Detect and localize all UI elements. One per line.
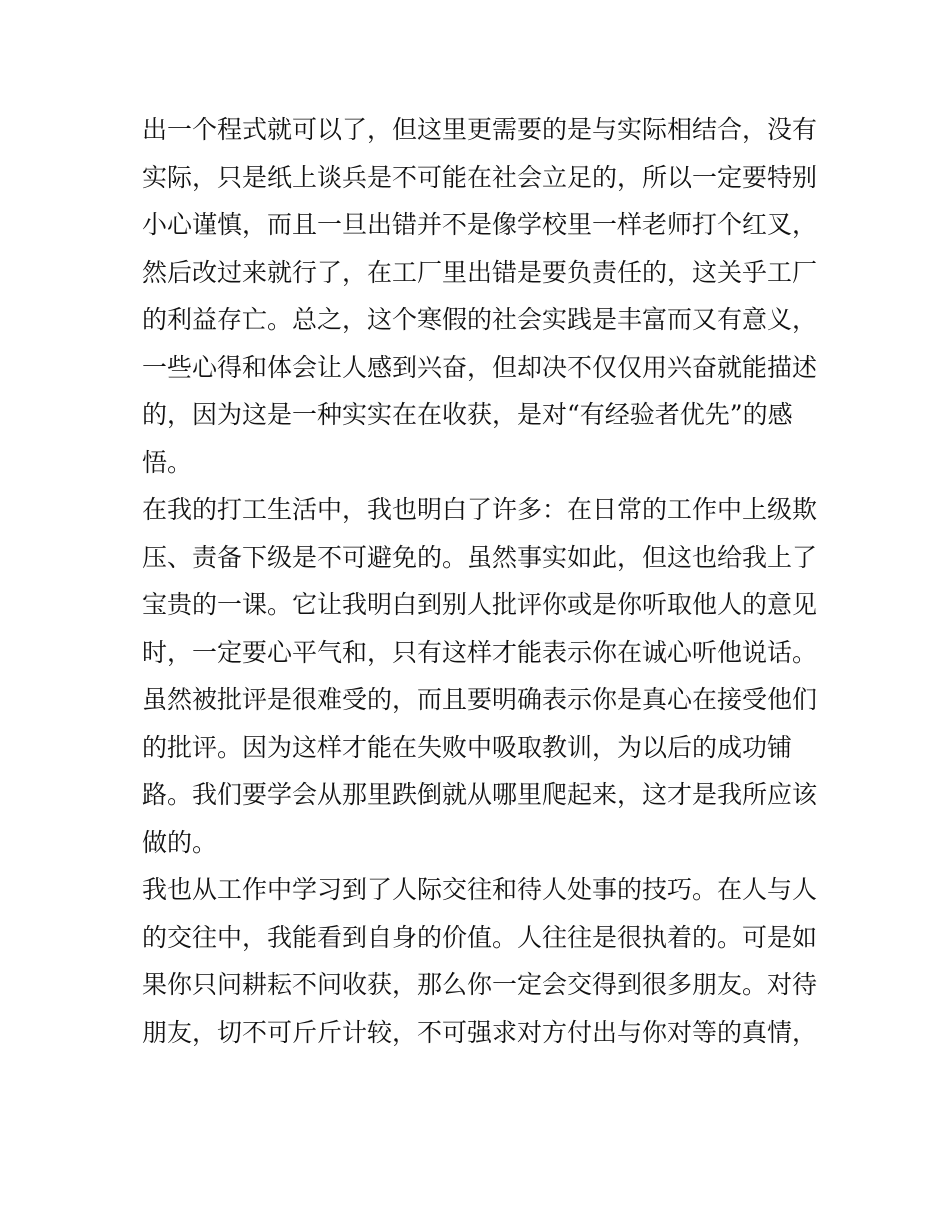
text-line: 我也从工作中学习到了人际交往和待人处事的技巧。在人与人 [142,875,818,904]
text-line: 做的。 [142,827,218,857]
text-line: 一些心得和体会让人感到兴奋，但却决不仅仅用兴奋就能描述 [142,352,818,382]
text-line: 时，一定要心平气和，只有这样才能表示你在诚心听他说话。 [142,637,818,667]
text-line: 朋友，切不可斤斤计较，不可强求对方付出与你对等的真情， [142,1017,818,1047]
text-line: 在我的打工生活中，我也明白了许多：在日常的工作中上级欺 [142,495,818,524]
text-line: 悟。 [142,447,193,477]
text-line: 压、责备下级是不可避免的。虽然事实如此，但这也给我上了 [142,542,818,572]
text-line: 宝贵的一课。它让我明白到别人批评你或是你听取他人的意见 [142,590,818,619]
text-line: 的利益存亡。总之，这个寒假的社会实践是丰富而又有意义， [142,305,818,334]
text-line: 虽然被批评是很难受的，而且要明确表示你是真心在接受他们 [142,685,818,714]
text-line: 的交往中，我能看到自身的价值。人往往是很执着的。可是如 [142,922,818,952]
text-line: 路。我们要学会从那里跌倒就从哪里爬起来，这才是我所应该 [142,780,818,809]
text-line: 的，因为这是一种实实在在收获，是对“有经验者优先”的感 [142,400,793,429]
text-line: 果你只问耕耘不问收获，那么你一定会交得到很多朋友。对待 [142,970,818,999]
text-line: 的批评。因为这样才能在失败中吸取教训，为以后的成功铺 [142,732,793,762]
text-line: 然后改过来就行了，在工厂里出错是要负责任的，这关乎工厂 [142,257,818,287]
text-line: 小心谨慎，而且一旦出错并不是像学校里一样老师打个红叉， [142,210,818,239]
body-text [142,106,822,1056]
text-line: 出一个程式就可以了，但这里更需要的是与实际相结合，没有 [142,115,818,144]
text-line: 实际，只是纸上谈兵是不可能在社会立足的，所以一定要特别 [142,162,818,192]
